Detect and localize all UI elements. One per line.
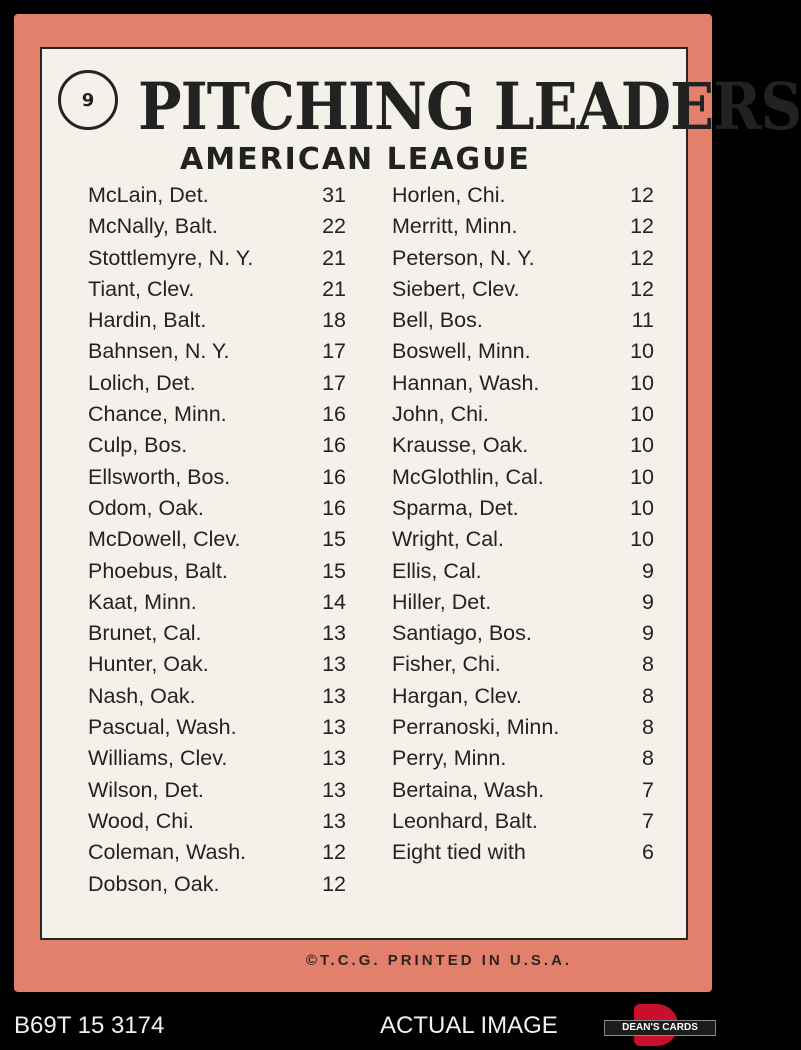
pitcher-wins: 12: [322, 840, 346, 865]
leader-row: [392, 274, 654, 305]
pitcher-wins: 16: [322, 433, 346, 458]
pitcher-name: Hardin, Balt.: [88, 308, 207, 333]
pitcher-name: Dobson, Oak.: [88, 871, 220, 896]
pitcher-name: Perranoski, Minn.: [392, 715, 560, 740]
pitcher-name: Horlen, Chi.: [392, 183, 506, 207]
pitcher-wins: 13: [322, 777, 346, 802]
pitcher-wins: 10: [630, 339, 654, 364]
leader-row: [392, 556, 654, 587]
pitcher-wins: 7: [642, 777, 654, 802]
pitcher-wins: 9: [642, 589, 654, 614]
logo-text: DEAN'S CARDS: [604, 1020, 716, 1036]
leader-row: [88, 587, 346, 618]
deans-cards-logo: [604, 1004, 716, 1046]
inventory-code: B69T 15 3174: [14, 1012, 165, 1039]
pitcher-name: Pascual, Wash.: [88, 715, 237, 740]
leader-row: [392, 743, 654, 774]
pitcher-name: McLain, Det.: [88, 183, 209, 207]
leader-row: [392, 180, 654, 211]
pitcher-name: Phoebus, Balt.: [88, 558, 228, 583]
pitcher-wins: 8: [642, 746, 654, 771]
leader-row: [392, 243, 654, 274]
pitcher-wins: 10: [630, 495, 654, 520]
pitcher-name: Odom, Oak.: [88, 495, 204, 520]
leader-row: [88, 336, 346, 367]
pitcher-name: Chance, Minn.: [88, 402, 227, 427]
pitcher-name: Ellis, Cal.: [392, 558, 482, 583]
pitcher-wins: 13: [322, 621, 346, 646]
pitcher-name: John, Chi.: [392, 402, 489, 427]
pitcher-wins: 12: [630, 245, 654, 270]
pitcher-name: Nash, Oak.: [88, 683, 196, 708]
leader-row: [392, 399, 654, 430]
pitcher-wins: 9: [642, 558, 654, 583]
leader-row: [392, 806, 654, 837]
leader-row: [392, 462, 654, 493]
leader-row: [88, 806, 346, 837]
leader-row: [88, 493, 346, 524]
pitcher-name: Leonhard, Balt.: [392, 808, 538, 833]
pitcher-wins: 13: [322, 652, 346, 677]
leader-row: [88, 869, 346, 900]
pitcher-name: Perry, Minn.: [392, 746, 507, 771]
card-number-badge: 9: [58, 70, 118, 130]
leader-row: [392, 681, 654, 712]
pitcher-name: Hargan, Clev.: [392, 683, 522, 708]
pitcher-name: Bahnsen, N. Y.: [88, 339, 230, 364]
leader-row: [392, 336, 654, 367]
leader-row: [88, 305, 346, 336]
pitcher-wins: 16: [322, 402, 346, 427]
leader-row: [392, 712, 654, 743]
pitcher-name: Hunter, Oak.: [88, 652, 209, 677]
pitcher-wins: 18: [322, 308, 346, 333]
pitcher-wins: 9: [642, 621, 654, 646]
pitcher-wins: 22: [322, 214, 346, 239]
card-title: PITCHING LEADERS: [138, 68, 801, 145]
pitcher-name: Williams, Clev.: [88, 746, 228, 771]
leaders-column-left: [88, 180, 346, 900]
leader-row: [392, 493, 654, 524]
pitcher-name: Brunet, Cal.: [88, 621, 202, 646]
pitcher-wins: 12: [322, 871, 346, 896]
leader-row: [88, 180, 346, 211]
pitcher-wins: 13: [322, 746, 346, 771]
pitcher-name: Coleman, Wash.: [88, 840, 247, 865]
pitcher-wins: 15: [322, 527, 346, 552]
pitcher-name: Wright, Cal.: [392, 527, 504, 552]
pitcher-wins: 17: [322, 370, 346, 395]
leader-row: [88, 399, 346, 430]
leader-row: [392, 587, 654, 618]
pitcher-name: Hiller, Det.: [392, 589, 492, 614]
leader-row: [88, 462, 346, 493]
pitcher-name: McDowell, Clev.: [88, 527, 241, 552]
pitcher-name: Fisher, Chi.: [392, 652, 501, 677]
leader-row: [392, 211, 654, 242]
pitcher-wins: 13: [322, 808, 346, 833]
pitcher-name: Sparma, Det.: [392, 495, 519, 520]
pitcher-wins: 12: [630, 183, 654, 207]
leader-row: [88, 556, 346, 587]
pitcher-name: Stottlemyre, N. Y.: [88, 245, 254, 270]
pitcher-wins: 10: [630, 402, 654, 427]
leader-row: [88, 243, 346, 274]
pitcher-wins: 8: [642, 715, 654, 740]
leader-row: [88, 618, 346, 649]
copyright-line: ©T.C.G. PRINTED IN U.S.A.: [306, 952, 573, 969]
pitcher-wins: 13: [322, 715, 346, 740]
leader-row: [88, 681, 346, 712]
leader-row: [88, 649, 346, 680]
leader-row: [88, 368, 346, 399]
leader-row: [88, 274, 346, 305]
pitcher-name: Bertaina, Wash.: [392, 777, 545, 802]
pitcher-name: Ellsworth, Bos.: [88, 464, 231, 489]
leader-row: [88, 430, 346, 461]
leader-row: [392, 618, 654, 649]
leader-row: [88, 712, 346, 743]
leaders-column-right: [392, 180, 654, 869]
pitcher-name: Eight tied with: [392, 840, 526, 865]
leader-row: [88, 775, 346, 806]
pitcher-name: McGlothlin, Cal.: [392, 464, 544, 489]
pitcher-name: Hannan, Wash.: [392, 370, 540, 395]
leader-row: [88, 524, 346, 555]
actual-image-label: ACTUAL IMAGE: [380, 1012, 558, 1039]
pitcher-name: Bell, Bos.: [392, 308, 483, 333]
leader-row: [392, 430, 654, 461]
leader-row: [88, 211, 346, 242]
pitcher-name: Siebert, Clev.: [392, 276, 520, 301]
pitcher-wins: 21: [322, 276, 346, 301]
pitcher-wins: 11: [631, 308, 654, 333]
leader-row: [392, 305, 654, 336]
pitcher-wins: 12: [630, 276, 654, 301]
pitcher-name: Krausse, Oak.: [392, 433, 529, 458]
pitcher-name: Wilson, Det.: [88, 777, 204, 802]
leader-row: [392, 649, 654, 680]
leader-row: [88, 837, 346, 868]
pitcher-name: Tiant, Clev.: [88, 276, 195, 301]
pitcher-wins: 10: [630, 433, 654, 458]
leader-row: [392, 524, 654, 555]
pitcher-wins: 17: [322, 339, 346, 364]
pitcher-name: Merritt, Minn.: [392, 214, 518, 239]
pitcher-wins: 13: [322, 683, 346, 708]
pitcher-name: Santiago, Bos.: [392, 621, 532, 646]
pitcher-wins: 16: [322, 495, 346, 520]
leader-row: [392, 775, 654, 806]
pitcher-wins: 31: [322, 183, 346, 207]
pitcher-name: Lolich, Det.: [88, 370, 196, 395]
pitcher-wins: 21: [322, 245, 346, 270]
pitcher-wins: 6: [642, 840, 654, 865]
pitcher-wins: 14: [322, 589, 346, 614]
pitcher-wins: 12: [630, 214, 654, 239]
pitcher-wins: 8: [642, 683, 654, 708]
pitcher-wins: 10: [630, 370, 654, 395]
pitcher-name: McNally, Balt.: [88, 214, 218, 239]
pitcher-wins: 8: [642, 652, 654, 677]
pitcher-name: Wood, Chi.: [88, 808, 194, 833]
pitcher-wins: 7: [642, 808, 654, 833]
pitcher-wins: 10: [630, 527, 654, 552]
leader-row: [392, 368, 654, 399]
pitcher-name: Peterson, N. Y.: [392, 245, 535, 270]
pitcher-wins: 10: [630, 464, 654, 489]
leader-row: [392, 837, 654, 868]
pitcher-name: Culp, Bos.: [88, 433, 188, 458]
card-subtitle: AMERICAN LEAGUE: [180, 142, 531, 177]
pitcher-wins: 16: [322, 464, 346, 489]
pitcher-name: Kaat, Minn.: [88, 589, 197, 614]
pitcher-name: Boswell, Minn.: [392, 339, 531, 364]
pitcher-wins: 15: [322, 558, 346, 583]
leader-row: [88, 743, 346, 774]
